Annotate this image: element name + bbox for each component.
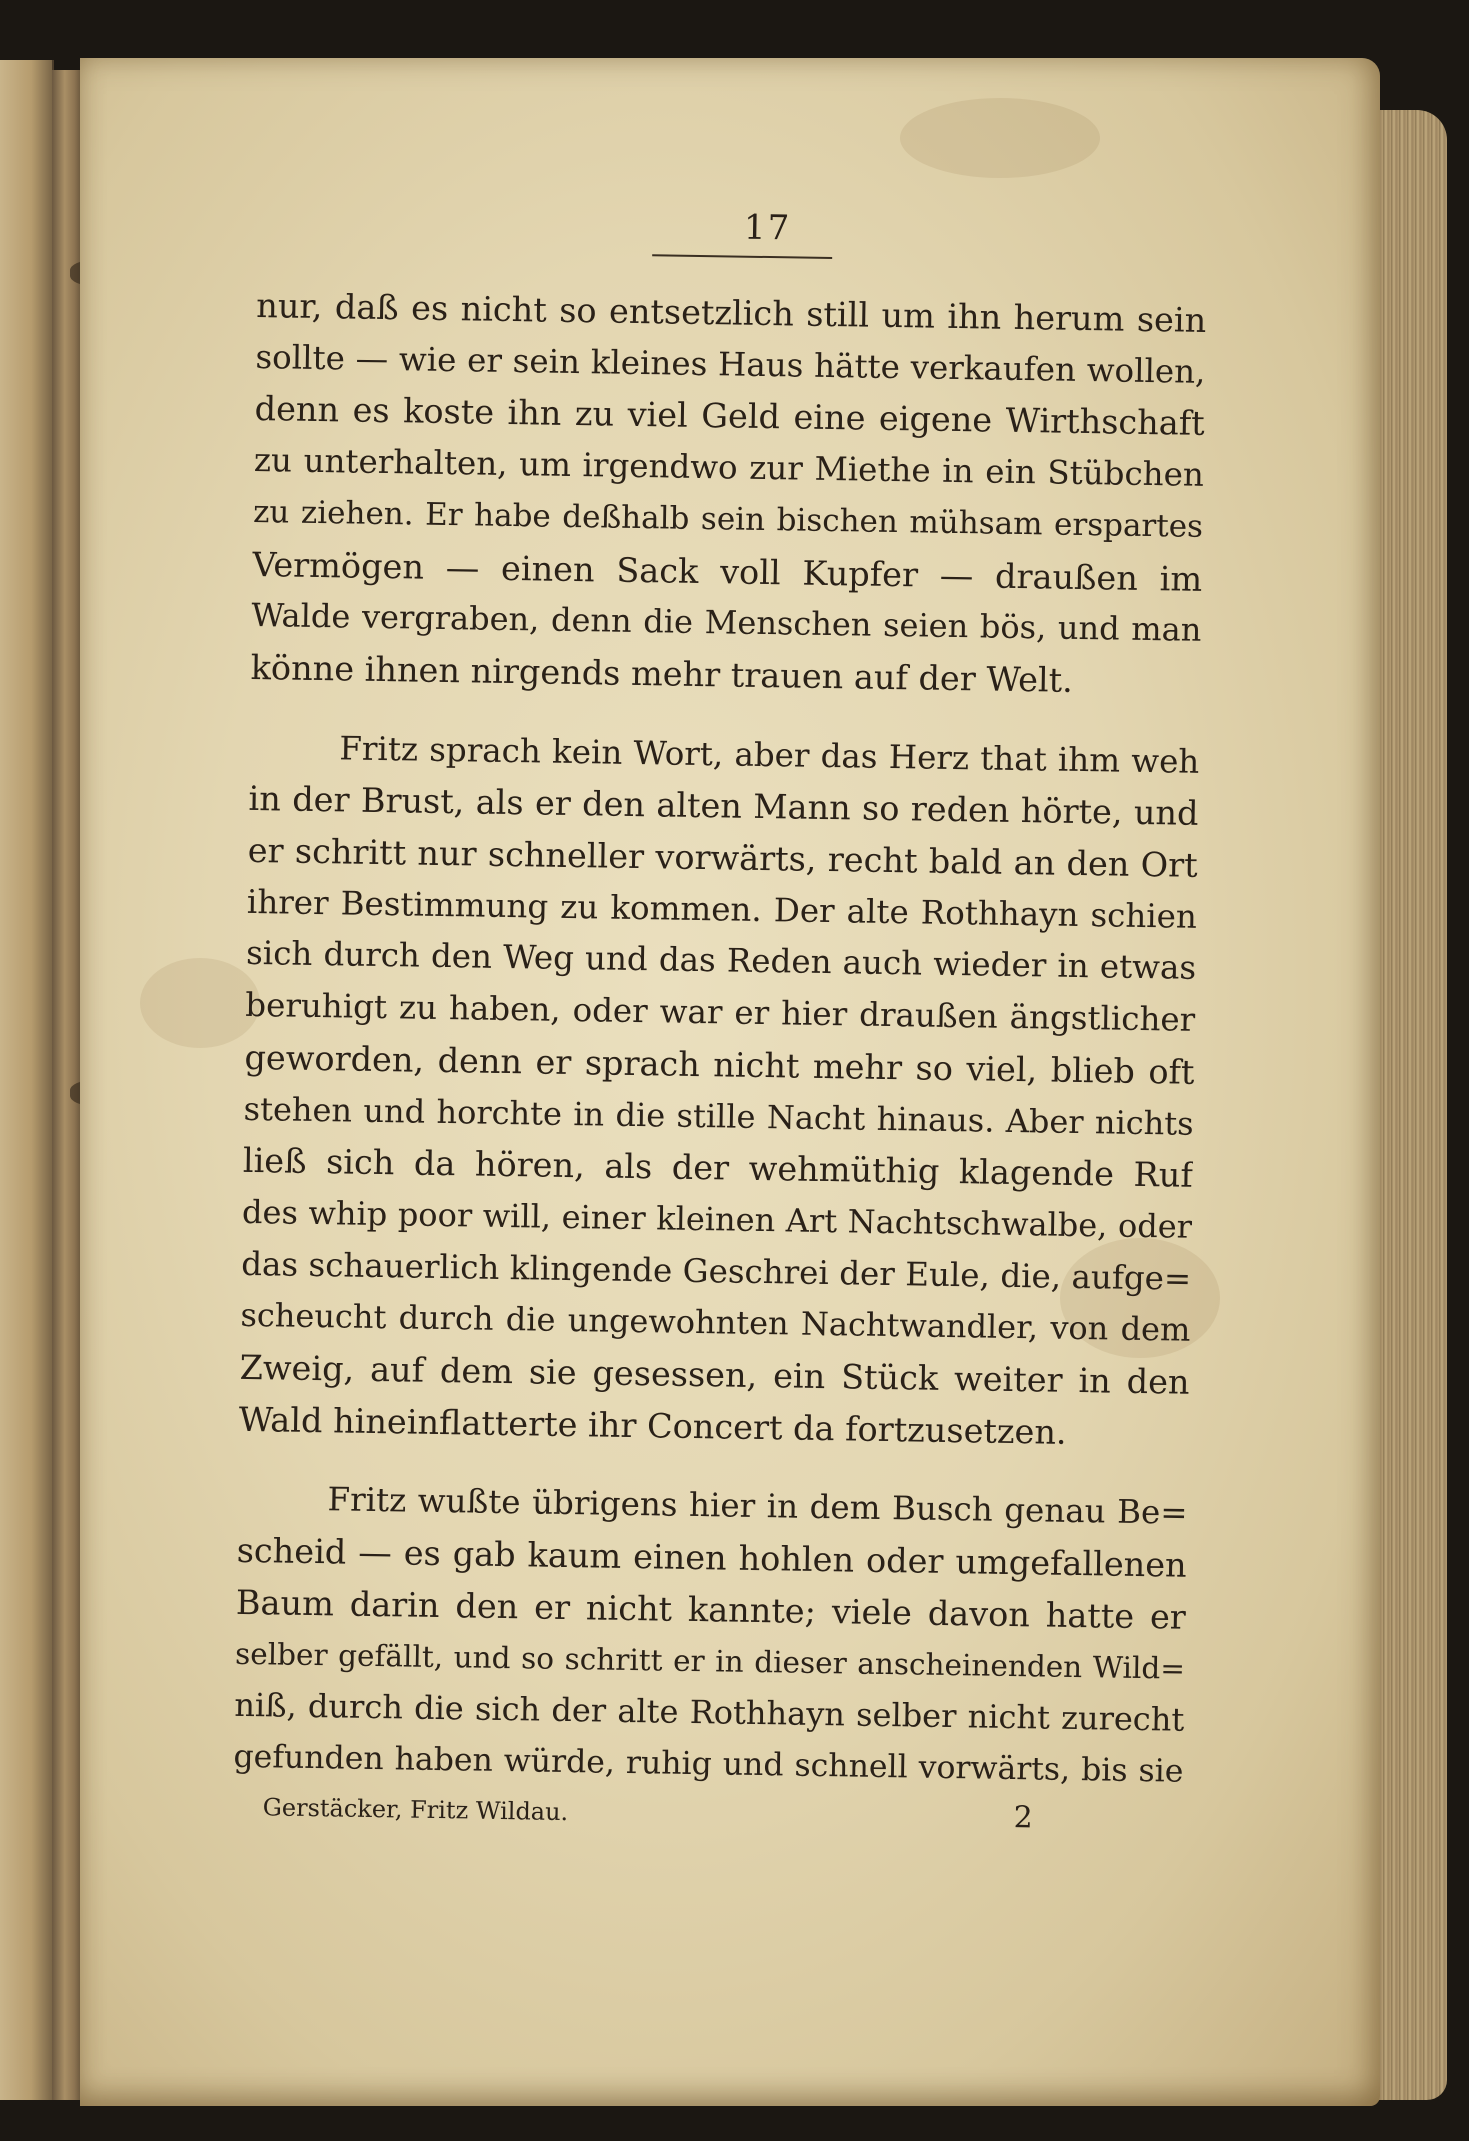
text-line: das schauerlich klingende Geschrei der Eule, die, aufge= — [240, 1244, 1192, 1298]
text-line: nur, daß es nicht so entsetzlich still um ihn herum sein — [256, 285, 1207, 340]
paragraph-1 — [250, 280, 1206, 708]
text-line: scheid — es gab kaum einen hohlen oder umgefallenen — [236, 1531, 1187, 1585]
text-line: geworden, denn er sprach nicht mehr so viel, blieb oft — [244, 1037, 1195, 1092]
text-line: sollte — wie er sein kleines Haus hätte verkaufen wollen, — [255, 337, 1206, 391]
text-line: in der Brust, als er den alten Mann so reden hörte, und — [248, 779, 1199, 834]
text-line: zu ziehen. Er habe deßhalb sein bischen mühsam erspartes — [252, 493, 1204, 545]
text-line: denn es koste ihn zu viel Geld eine eigene Wirthschaft — [254, 389, 1205, 444]
text-line: Walde vergraben, denn die Menschen seien bös, und man — [251, 596, 1202, 650]
text-line: zu unterhalten, um irgendwo zur Miethe in ein Stübchen — [253, 441, 1205, 494]
text-line: des whip poor will, einer kleinen Art Nachtschwalbe, oder — [241, 1192, 1193, 1246]
signature-line: Gerstäcker, Fritz Wildau. — [262, 1792, 569, 1826]
text-line: Fritz sprach kein Wort, aber das Herz that ihm weh — [339, 728, 1200, 781]
text-line: selber gefällt, und so schritt er in dieser anscheinenden Wild= — [234, 1636, 1186, 1686]
page-text — [233, 200, 1208, 1837]
paragraph-2 — [238, 722, 1199, 1461]
text-line: Wald hineinflatterte ihr Concert da fortzusetzen. — [238, 1399, 1067, 1452]
text-line: könne ihnen nirgends mehr trauen auf der Welt. — [250, 647, 1074, 700]
text-line: ließ sich da hören, als der wehmüthig klagende Ruf — [242, 1141, 1194, 1196]
text-line: Baum darin den er nicht kannte; viele davon hatte er — [235, 1582, 1187, 1637]
paragraph-3 — [233, 1473, 1188, 1798]
paper-stain — [140, 958, 260, 1048]
paper-stain — [900, 98, 1100, 178]
text-line: Vermögen — einen Sack voll Kupfer — draußen im — [251, 544, 1203, 599]
text-line: gefunden haben würde, ruhig und schnell vorwärts, bis sie — [233, 1738, 1184, 1790]
text-line: Fritz wußte übrigens hier in dem Busch genau Be= — [327, 1480, 1188, 1533]
text-line: niß, durch die sich der alte Rothhayn selber nicht zurecht — [234, 1686, 1185, 1740]
text-line: Zweig, auf dem sie gesessen, ein Stück weiter in den — [239, 1347, 1190, 1402]
page-number: 17 — [743, 207, 792, 249]
text-line: scheucht durch die ungewohnten Nachtwandler, von dem — [240, 1296, 1191, 1350]
page-edges — [1375, 110, 1447, 2100]
text-line: sich durch den Weg und das Reden auch wieder in etwas — [245, 934, 1197, 988]
signature-number: 2 — [1013, 1799, 1033, 1836]
left-page-edge — [0, 60, 54, 2100]
text-line: er schritt nur schneller vorwärts, recht bald an den Ort — [247, 830, 1198, 885]
text-line: ihrer Bestimmung zu kommen. Der alte Rothhayn schien — [246, 882, 1198, 936]
text-line: stehen und horchte in die stille Nacht hinaus. Aber nichts — [243, 1089, 1194, 1143]
header-rule — [652, 254, 832, 259]
text-line: beruhigt zu haben, oder war er hier draußen ängstlicher — [245, 986, 1196, 1039]
